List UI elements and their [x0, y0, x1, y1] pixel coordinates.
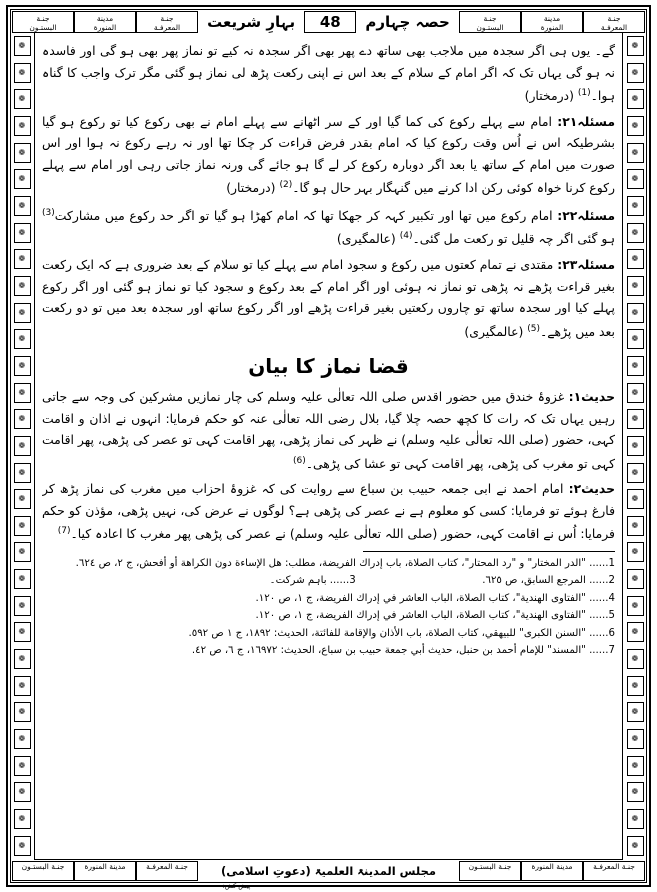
ornament-icon: ❁: [14, 836, 31, 856]
ornament-icon: ❁: [14, 436, 31, 456]
paragraph-text: گے۔ یوں ہی اگر سجدہ میں ملاجب بھی ساتھ دے پھر بھی اگر سجدہ نہ کیے تو نماز پھر بھی ہو گی اور فاسدہ نہ ہو گی یہاں تک کہ اگر امام کے سلام کے بعد اس نے اپنی رکعت پڑھ لی نماز ہو گئی مگر ترک واجب کا گناہ ہوا۔: [42, 43, 615, 104]
footnote-text: ...... "السنن الكبرى" للبيهقي، كتاب الصلاة، باب الأذان والإقامة للفائتة، الحديث: ١٨٩٢، ج ١ ص ٥٩٢.: [188, 627, 609, 639]
footnote-item: [42, 573, 615, 589]
ornament-icon: ❁: [14, 116, 31, 136]
ornament-icon: ❁: [627, 542, 644, 562]
ornament-icon: ❁: [14, 596, 31, 616]
header-tile-line1: جنـة: [36, 14, 50, 23]
page-title: بہارِ شریعت: [198, 11, 304, 33]
paragraph-text: امام احمد نے ابی جمعہ حبیب بن سباع سے روایت کی کہ غزوۂ احزاب میں مغرب کی نماز پڑھ کر فارغ ہوئے تو فرمایا: کسی کو معلوم ہے نے عصر کی پڑھی ہے؟ لوگوں نے عرض کی، نہیں پڑھی، مؤذن کو حکم فرمایا: اُس نے اقامت کہی، حضور (صلی اللہ تعالٰی علیہ وسلم) نے عصر کی پڑھی پھر مغرب کا اعادہ کیا۔: [42, 481, 615, 542]
ornament-icon: ❁: [627, 329, 644, 349]
paragraph-continuation: [42, 40, 615, 107]
header-tile-line2: البستـون: [29, 23, 57, 32]
footnote-ref: (4): [399, 231, 413, 242]
footer-tile-line2: المعرفـة: [146, 862, 173, 871]
ornament-icon: ❁: [627, 782, 644, 802]
ornament-icon: ❁: [627, 89, 644, 109]
header-tile-line2: المنورة: [540, 23, 564, 32]
paragraph-text: امام سے پہلے رکوع کی کما گیا اور کے سر اٹھانے سے پہلے امام نے بھی رکوع کیا تو رکوع ہو گیا بشرطیکہ اس نے اُس وقت رکوع کیا کہ امام بقدر فرض قراءت کر چکا تھا اور نہ رہے رکوع نہ ہوا اور اس صورت میں امام کے ساتھ یا بعد اگر دوبارہ رکوع کر لے گا ہو جائے گی ورنہ نماز جاتی رہی اور امام سے پہلے رکوع کرنا خواہ کوئی رکن ادا کرنے میں گنہگار بہر حال ہو گا۔: [42, 113, 615, 196]
footer-tile-line1: جنـة: [174, 862, 188, 871]
left-border-ornaments: [12, 36, 32, 856]
header-tile: [583, 11, 645, 33]
ornament-icon: ❁: [14, 702, 31, 722]
ornament-icon: ❁: [14, 169, 31, 189]
paragraph-text: غزوۂ خندق میں حضور اقدس صلی اللہ تعالٰی علیہ وسلم کی چار نمازیں مشرکین کی وجہ سے جاتی رہیں یہاں تک کہ رات کا کچھ حصہ چلا گیا، بلال رضی اللہ تعالٰی عنہ کو حکم فرمایا: انہوں نے اذان و اقامت کہی، حضور (صلی اللہ تعالٰی علیہ وسلم) نے ظہر کی نماز پڑھی، پھر اقامت کہی تو عصر کی پڑھی، پھر اقامت کہی تو مغرب کی پڑھی، پھر اقامت کہی تو عشا کی پڑھی۔: [42, 389, 615, 471]
ornament-icon: ❁: [14, 409, 31, 429]
footer-tile-line2: البستـون: [468, 862, 496, 871]
paragraph-text: مقتدی نے تمام کعتوں میں رکوع و سجود امام سے پہلے کیا تو سلام کے بعد ضروری ہے کہ ایک رکعت بغیر قراءت پڑھے نہ پڑھی تو نماز نہ ہوئی اور اگر امام کے بعد رکوع و سجود کیا تو نماز ہو گئی اور اگر رکوع پہلے کیا اور سجدہ ساتھ تو چاروں رکعتیں بغیر قراءت پڑھے اور اگر رکوع ساتھ اور سجدہ بعد میں تو دو رکعت بعد میں پڑھے۔: [42, 257, 615, 339]
footnote-list: [42, 556, 615, 659]
footer-tile: [136, 861, 198, 881]
paragraph-source: (عالمگیری): [336, 231, 400, 247]
paragraph-hadith-1: [42, 386, 615, 474]
paragraph-source: (عالمگیری): [464, 323, 528, 339]
ornament-icon: ❁: [627, 516, 644, 536]
header-tile-line1: جنـة: [607, 14, 621, 23]
footnote-number: 6: [608, 627, 615, 639]
footnote-ref: (6): [292, 455, 306, 466]
ornament-icon: ❁: [627, 63, 644, 83]
paragraph-masla-23: [42, 254, 615, 342]
ornament-icon: ❁: [627, 276, 644, 296]
ornament-icon: ❁: [627, 356, 644, 376]
footer-tile-line2: البستـون: [21, 862, 49, 871]
footnote-item: [42, 608, 615, 624]
section-heading: قضا نماز کا بیان: [248, 354, 409, 379]
ornament-icon: ❁: [627, 569, 644, 589]
ornament-icon: ❁: [14, 303, 31, 323]
ornament-icon: ❁: [14, 63, 31, 83]
ornament-icon: ❁: [627, 756, 644, 776]
ornament-icon: ❁: [627, 676, 644, 696]
footnote-number: 7: [608, 644, 615, 656]
footnote-ref: (5): [527, 323, 541, 334]
page-body: [42, 40, 615, 852]
paragraph-masla-22: [42, 203, 615, 250]
ornament-icon: ❁: [14, 463, 31, 483]
ornament-icon: ❁: [14, 516, 31, 536]
paragraph-text: امام رکوع میں تھا اور تکبیر کہہ کر جھکا تھا کہ امام کھڑا ہو گیا تو اگر حد رکوع میں مشارکت: [54, 207, 558, 223]
paragraph-hadith-2: [42, 478, 615, 545]
ornament-icon: ❁: [627, 36, 644, 56]
ornament-icon: ❁: [627, 702, 644, 722]
ornament-icon: ❁: [627, 196, 644, 216]
page-footer: [12, 861, 645, 881]
footer-tile: [583, 861, 645, 881]
header-tile-line1: جنـة: [483, 14, 497, 23]
footer-tile: [12, 861, 74, 881]
footnote-separator: [363, 551, 615, 552]
ornament-icon: ❁: [627, 809, 644, 829]
ornament-icon: ❁: [14, 89, 31, 109]
header-tile: [12, 11, 74, 33]
footnote-number: 2: [608, 575, 615, 587]
ornament-icon: ❁: [627, 836, 644, 856]
ornament-icon: ❁: [14, 649, 31, 669]
footnote-ref: (7): [57, 526, 71, 537]
masla-label: مسئلہ۲۲:: [557, 207, 615, 223]
ornament-icon: ❁: [14, 756, 31, 776]
ornament-icon: ❁: [14, 809, 31, 829]
footnote-number: 5: [608, 610, 615, 622]
footer-tile-line1: جنـة: [51, 862, 65, 871]
ornament-icon: ❁: [14, 542, 31, 562]
ornament-icon: ❁: [14, 223, 31, 243]
footer-tile-line2: المعرفـة: [593, 862, 620, 871]
ornament-icon: ❁: [627, 649, 644, 669]
ornament-icon: ❁: [14, 383, 31, 403]
page-number: 48: [304, 11, 356, 33]
ornament-icon: ❁: [627, 463, 644, 483]
footnote-item: [42, 556, 615, 572]
footnote-number: 3: [349, 575, 356, 587]
ornament-icon: ❁: [14, 729, 31, 749]
ornament-icon: ❁: [14, 622, 31, 642]
hadith-label: حدیث۱:: [568, 389, 615, 405]
footer-tile: [521, 861, 583, 881]
header-tile: [459, 11, 521, 33]
hadith-label: حدیث۲:: [568, 481, 615, 497]
ornament-icon: ❁: [627, 169, 644, 189]
ornament-icon: ❁: [627, 596, 644, 616]
footnote-item: [42, 643, 615, 659]
paragraph-source: (درمختار): [226, 180, 280, 196]
ornament-icon: ❁: [14, 36, 31, 56]
ornament-icon: ❁: [14, 276, 31, 296]
ornament-icon: ❁: [14, 196, 31, 216]
ornament-icon: ❁: [14, 782, 31, 802]
footer-tile: [74, 861, 136, 881]
header-tile-line1: جنـة: [160, 14, 174, 23]
footnote-text: ...... "الفتاوى الهندية"، كتاب الصلاة، الباب العاشر في إدراك الفريضة، ج ١، ص ١٢٠.: [255, 610, 609, 622]
footnote-text: ...... باہم شرکت۔: [269, 575, 350, 587]
header-tile-line2: البستـون: [476, 23, 504, 32]
footnote-text: ...... "المسند" للإمام أحمد بن حنبل، حديث أبي جمعة حبيب بن سباع، الحديث: ١٦٩٧٢، ج ٦، ص ٤٢.: [191, 644, 609, 656]
footnote-number: 4: [608, 592, 615, 604]
ornament-icon: ❁: [14, 249, 31, 269]
footer-tile-line2: المنورة: [84, 862, 107, 871]
masla-label: مسئلہ۲۱:: [557, 113, 615, 129]
ornament-icon: ❁: [627, 436, 644, 456]
ornament-icon: ❁: [627, 409, 644, 429]
footnote-item: [42, 591, 615, 607]
footnote-text: ...... المرجع السابق، ص ٦٢٥.: [482, 575, 609, 587]
footer-tile-line1: جنـة: [621, 862, 635, 871]
header-tile: [136, 11, 198, 33]
ornament-icon: ❁: [627, 143, 644, 163]
ornament-icon: ❁: [627, 729, 644, 749]
paragraph-source: (درمختار): [524, 88, 578, 104]
footer-tile-line1: جنـة: [498, 862, 512, 871]
ornament-icon: ❁: [627, 249, 644, 269]
ornament-icon: ❁: [627, 223, 644, 243]
presented-by-label: پیش کش:: [222, 882, 251, 890]
footer-tile-line2: المنورة: [531, 862, 554, 871]
masla-label: مسئلہ۲۳:: [557, 257, 615, 272]
footnote-number: 1: [608, 557, 615, 569]
ornament-icon: ❁: [627, 383, 644, 403]
header-tile: [521, 11, 583, 33]
ornament-icon: ❁: [14, 489, 31, 509]
header-left-label: حصہ چہارم: [356, 11, 459, 33]
ornament-icon: ❁: [14, 676, 31, 696]
paragraph-masla-21: [42, 111, 615, 199]
footnote-text: ...... "الفتاوى الهندية"، كتاب الصلاة، الباب العاشر في إدراك الفريضة، ج ١، ص ١٢٠.: [255, 592, 609, 604]
header-tile-line2: المعرفـة: [600, 23, 628, 32]
header-tile-line1: مدینة: [543, 14, 561, 23]
publisher-label: مجلس المدینۃ العلمیۃ (دعوتِ اسلامی): [220, 864, 437, 878]
ornament-icon: ❁: [627, 116, 644, 136]
ornament-icon: ❁: [14, 143, 31, 163]
footer-tile-line1: مدینة: [556, 862, 573, 871]
header-tile-line2: المنورة: [93, 23, 117, 32]
footnote-ref: (1): [577, 88, 591, 98]
footnote-ref: (2): [279, 180, 293, 191]
paragraph-text-continued: ہو گئی اگر چہ قلیل تو رکعت مل گئی۔: [412, 231, 615, 247]
footer-tile: [459, 861, 521, 881]
footer-tile-line1: مدینة: [109, 862, 126, 871]
ornament-icon: ❁: [627, 303, 644, 323]
header-tile-line1: مدینة: [96, 14, 114, 23]
ornament-icon: ❁: [627, 622, 644, 642]
ornament-icon: ❁: [14, 356, 31, 376]
ornament-icon: ❁: [14, 569, 31, 589]
right-border-ornaments: [625, 36, 645, 856]
page-header: [12, 11, 645, 33]
header-tile-line2: المعرفـة: [153, 23, 181, 32]
ornament-icon: ❁: [627, 489, 644, 509]
header-tile: [74, 11, 136, 33]
footnote-ref: (3): [42, 207, 55, 218]
footnote-text: ...... "الدر المختار" و "رد المحتار"، كتاب الصلاة، باب إدراك الفريضة، مطلب: هل الإساءة دون الكراهة أو أفحش، ج ٢، ص ٦٢٤.: [75, 557, 609, 569]
ornament-icon: ❁: [14, 329, 31, 349]
footnote-item: [42, 626, 615, 642]
